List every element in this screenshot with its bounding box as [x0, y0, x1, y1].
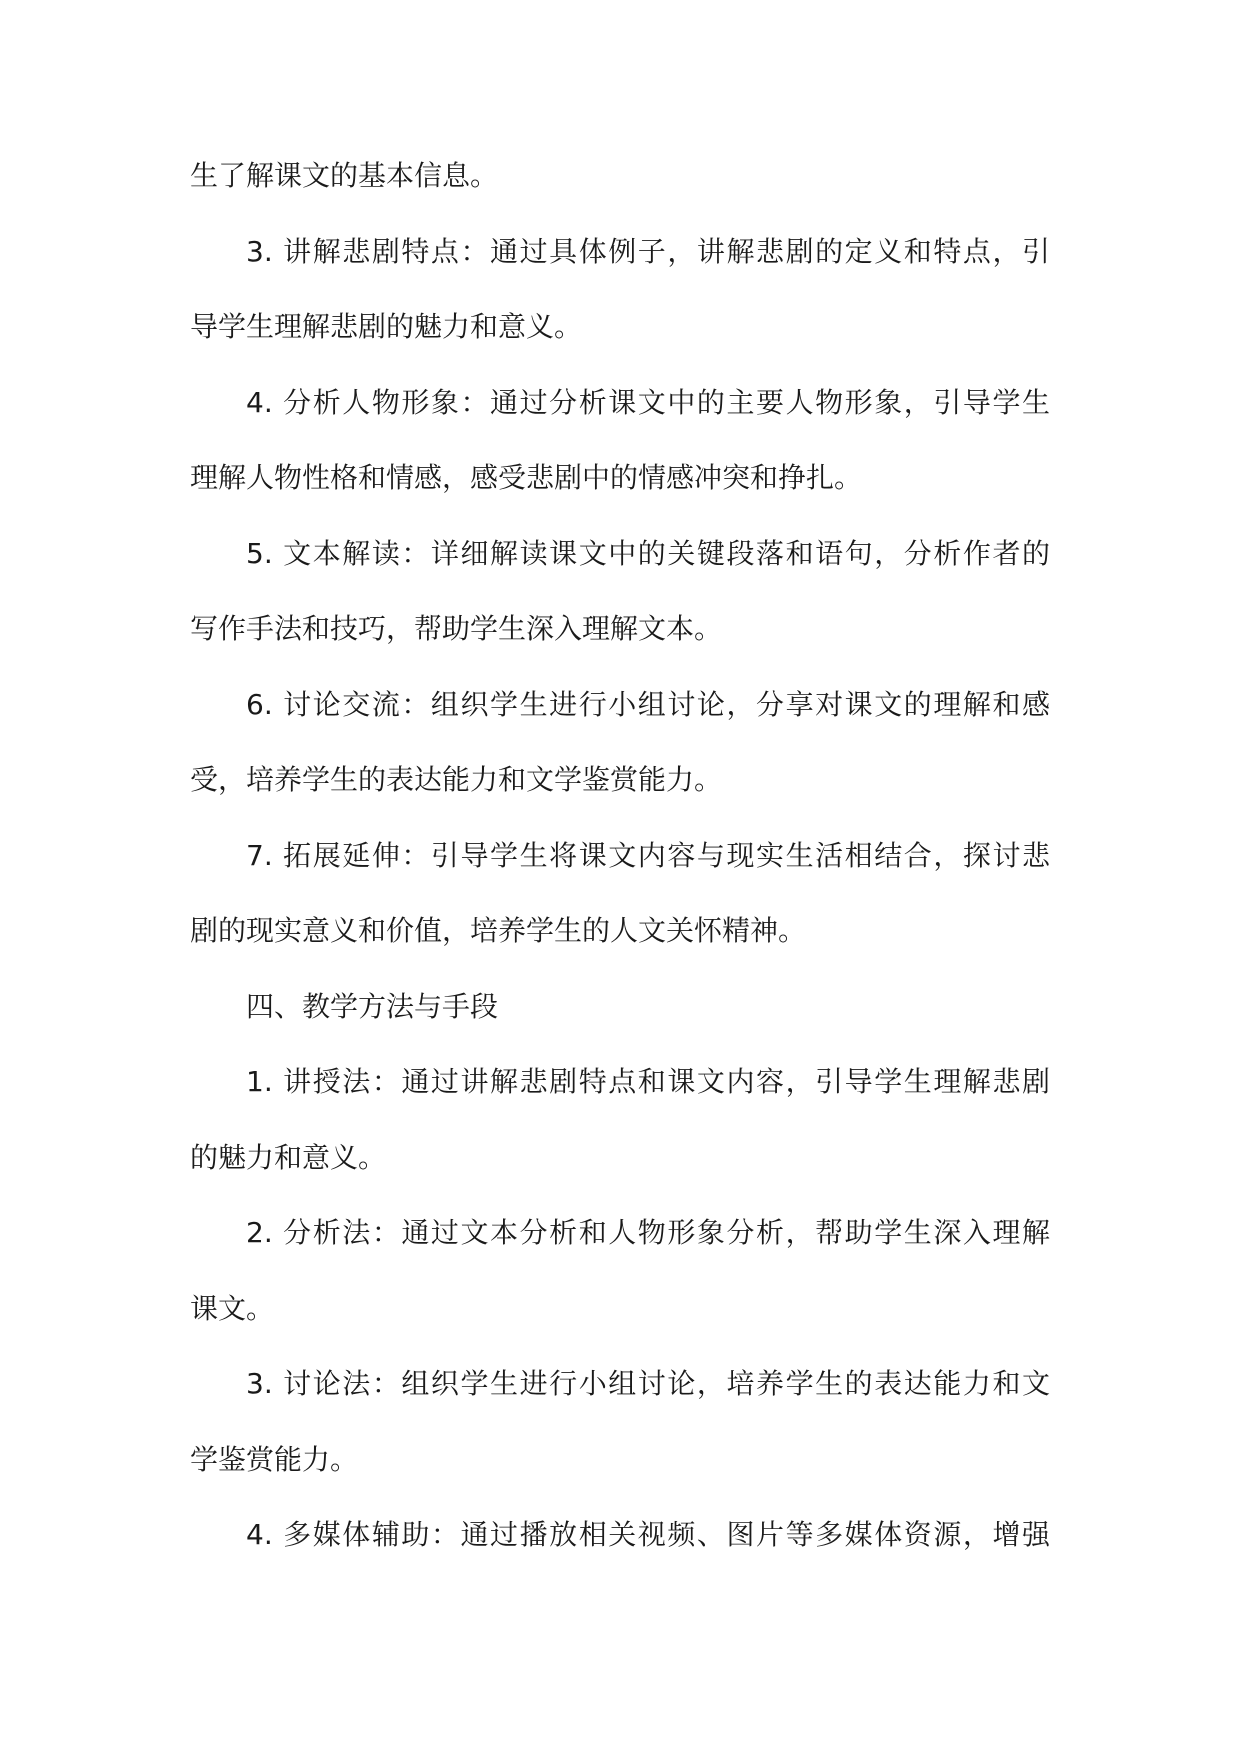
- list-item-line: 2. 分析法：通过文本分析和人物形象分析，帮助学生深入理解: [246, 1216, 1050, 1249]
- list-item-line: 4. 多媒体辅助：通过播放相关视频、图片等多媒体资源，增强: [246, 1518, 1050, 1551]
- list-item-line: 4. 分析人物形象：通过分析课文中的主要人物形象，引导学生: [246, 385, 1050, 419]
- text-line: 导学生理解悲剧的魅力和意义。: [190, 310, 583, 343]
- text-line: 写作手法和技巧，帮助学生深入理解文本。: [190, 612, 723, 645]
- text-line: 课文。: [190, 1291, 275, 1325]
- section-heading: 四、教学方法与手段: [246, 989, 499, 1023]
- list-item-line: 1. 讲授法：通过讲解悲剧特点和课文内容，引导学生理解悲剧: [246, 1065, 1050, 1098]
- list-item-line: 3. 讲解悲剧特点：通过具体例子，讲解悲剧的定义和特点，引: [246, 234, 1050, 268]
- text-line: 理解人物性格和情感，感受悲剧中的情感冲突和挣扎。: [190, 461, 863, 494]
- text-line: 受，培养学生的表达能力和文学鉴赏能力。: [190, 763, 723, 796]
- text-line: 的魅力和意义。: [190, 1140, 387, 1174]
- text-line: 剧的现实意义和价值，培养学生的人文关怀精神。: [190, 914, 807, 947]
- list-item-line: 6. 讨论交流：组织学生进行小组讨论，分享对课文的理解和感: [246, 687, 1050, 721]
- text-line: 学鉴赏能力。: [190, 1442, 359, 1476]
- text-line: 生了解课文的基本信息。: [190, 159, 499, 192]
- list-item-line: 5. 文本解读：详细解读课文中的关键段落和语句，分析作者的: [246, 536, 1050, 570]
- list-item-line: 7. 拓展延伸：引导学生将课文内容与现实生活相结合，探讨悲: [246, 838, 1050, 872]
- document-body: [190, 138, 1050, 1573]
- list-item-line: 3. 讨论法：组织学生进行小组讨论，培养学生的表达能力和文: [246, 1367, 1050, 1400]
